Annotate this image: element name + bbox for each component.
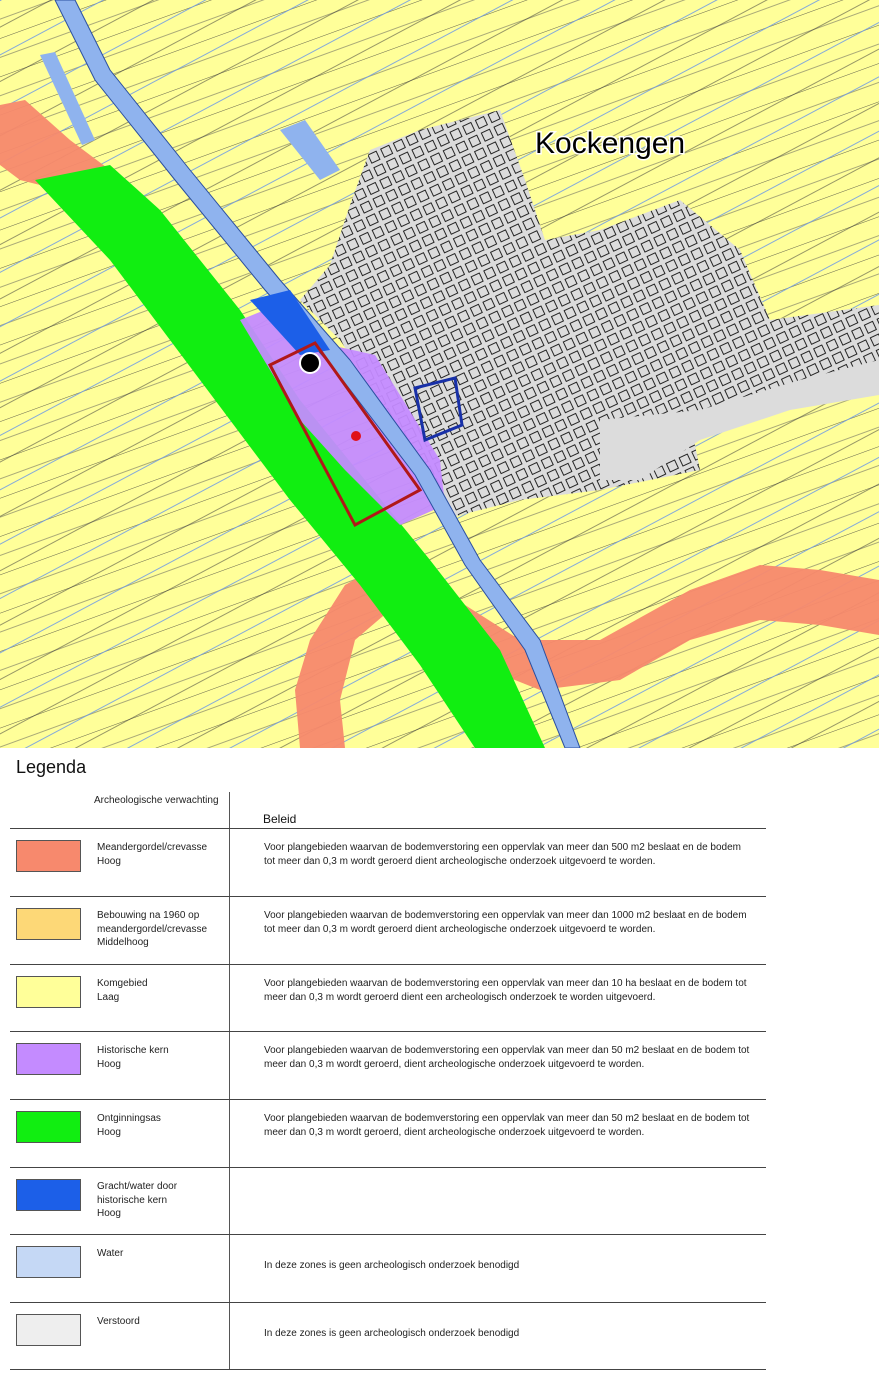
legend-label-line: Middelhoog [97,937,149,948]
legend-label-line: Hoog [97,855,121,867]
legend-label-line: meandergordel/crevasse [97,923,208,935]
place-label: Kockengen [535,127,686,160]
legend-label-line: Ontginningsas [97,1113,161,1124]
legend-title: Legenda [16,757,87,777]
legend-label [97,977,227,1004]
location-marker-black [300,353,320,373]
legend-swatch [16,840,81,872]
legend-row [10,1099,766,1167]
legend-label-line: Hoog [97,1126,121,1138]
legend-label-line: Meandergordel/crevasse [97,842,208,853]
legend-label-line: Historische kern [97,1045,169,1056]
legend-row [10,896,766,964]
legend-label [97,1180,227,1221]
legend-swatch [16,1111,81,1143]
legend-policy: In deze zones is geen archeologisch onderzoek benodigd [264,1328,520,1339]
legend-policy: Voor plangebieden waarvan de bodemverstoring een oppervlak van meer dan 50 m2 beslaat en de bodem tot meer dan 0,3 m wordt geroerd, dient archeologische onderzoek uitgevoerd te worden. [264,1045,750,1070]
table-bottom-rule [10,1369,766,1370]
legend-label [97,1044,227,1071]
legend-row [10,1234,766,1302]
legend-policy: Voor plangebieden waarvan de bodemverstoring een oppervlak van meer dan 1000 m2 beslaat en de bodem tot meer dan 0,3 m wordt geroerd dient archeologische onderzoek uitgevoerd te worden. [264,910,747,935]
column-header-policy: Beleid [263,812,297,826]
legend-label-line: Verstoord [97,1316,140,1327]
legend-swatch [16,908,81,940]
column-header-expectation: Archeologische verwachting [94,795,219,806]
legend-label [97,1247,227,1261]
legend-label-line: Hoog [97,1058,121,1070]
legend-policy: Voor plangebieden waarvan de bodemverstoring een oppervlak van meer dan 500 m2 beslaat en de bodem tot meer dan 0,3 m wordt geroerd dient archeologische onderzoek uitgevoerd te worden. [264,842,741,867]
legend-row [10,1302,766,1370]
legend-swatch [16,1314,81,1346]
legend-label-line: Water [97,1248,124,1259]
legend-label [97,841,227,868]
legend-label [97,909,227,950]
legend-swatch [16,1246,81,1278]
legend-swatch [16,976,81,1008]
legend-row [10,828,766,896]
legend-row [10,964,766,1032]
legend-label-line: Hoog [97,1208,121,1219]
legend-label-line: Komgebied [97,978,148,989]
legend-swatch [16,1179,81,1211]
legend-label [97,1112,227,1139]
legend-label-line: Laag [97,991,120,1003]
legend-swatch [16,1043,81,1075]
legend-label-line: historische kern [97,1194,168,1206]
legend-label-line: Gracht/water door [97,1181,178,1192]
legend-label-line: Bebouwing na 1960 op [97,910,200,921]
legend-row [10,1031,766,1099]
location-marker-red [351,431,361,441]
legend-policy: In deze zones is geen archeologisch onderzoek benodigd [264,1260,520,1271]
legend-label [97,1315,227,1329]
legend-row [10,1167,766,1235]
legend-policy: Voor plangebieden waarvan de bodemverstoring een oppervlak van meer dan 10 ha beslaat en de bodem tot meer dan 0,3 m wordt geroerd dient een archeologisch onderzoek te worden uitgevoerd. [264,978,747,1003]
legend-policy: Voor plangebieden waarvan de bodemverstoring een oppervlak van meer dan 50 m2 beslaat en de bodem tot meer dan 0,3 m wordt geroerd, dient archeologische onderzoek uitgevoerd te worden. [264,1113,750,1138]
